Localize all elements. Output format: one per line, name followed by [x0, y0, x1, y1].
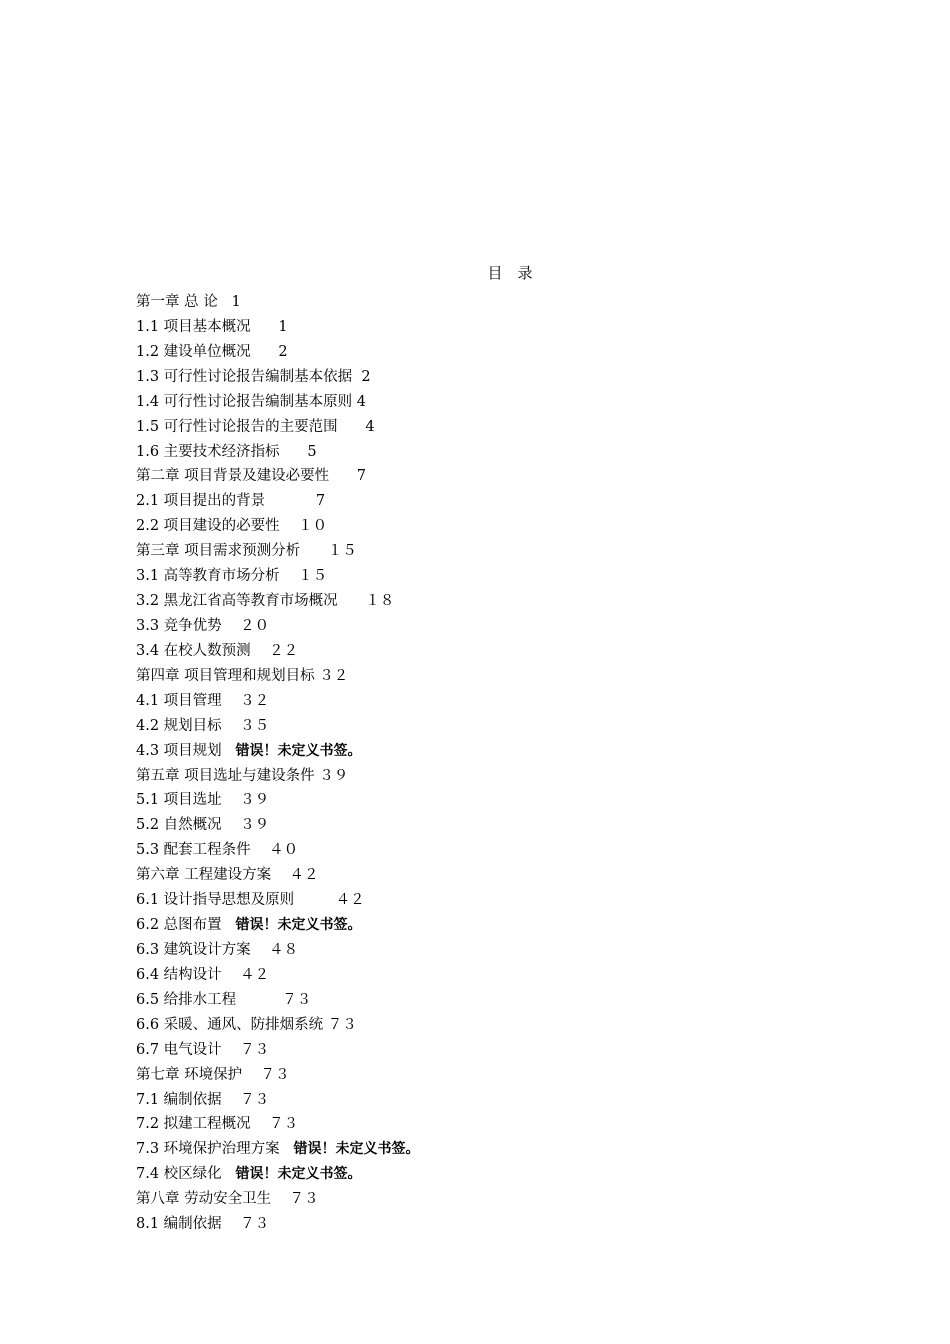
toc-entry-page: ４２	[240, 966, 270, 983]
toc-entry-label: 第六章 工程建设方案	[136, 867, 272, 884]
toc-entry-separator	[271, 1191, 289, 1207]
toc-entry-label: 1.4 可行性讨论报告编制基本原则	[136, 393, 353, 410]
toc-entry[interactable]	[136, 888, 836, 913]
toc-entry-page: 4	[356, 393, 367, 410]
toc-entry-label: 5.3 配套工程条件	[136, 842, 251, 859]
toc-entry[interactable]	[136, 340, 836, 365]
toc-entry-separator	[300, 543, 328, 559]
toc-entry-page: １８	[365, 593, 395, 610]
toc-entry-page: ３５	[240, 717, 270, 734]
toc-entry-page: ４２	[289, 867, 319, 884]
toc-entry-page: 1	[278, 318, 288, 335]
toc-entry-separator	[222, 693, 240, 709]
toc-entry-label: 6.2 总图布置	[136, 917, 222, 934]
toc-entry-label: 第二章 项目背景及建设必要性	[136, 468, 330, 485]
toc-entry-separator	[338, 419, 366, 435]
toc-entry-label: 2.1 项目提出的背景	[136, 493, 266, 510]
toc-entry-label: 7.2 拟建工程概况	[136, 1116, 251, 1133]
toc-entry-separator	[222, 1166, 236, 1182]
toc-entry-page: 7	[356, 468, 366, 485]
toc-entry[interactable]	[136, 714, 836, 739]
toc-entry[interactable]	[136, 415, 836, 440]
toc-entry[interactable]	[136, 913, 836, 938]
toc-entry[interactable]	[136, 1137, 836, 1162]
toc-entry[interactable]	[136, 539, 836, 564]
toc-entry-page: ４２	[335, 892, 365, 909]
toc-entry-label: 3.3 竞争优势	[136, 617, 222, 634]
toc-entry-separator	[222, 1042, 240, 1058]
toc-entry-label: 5.2 自然概况	[136, 817, 222, 834]
toc-entry-label: 6.3 建筑设计方案	[136, 941, 251, 958]
toc-entry-page: ７３	[240, 1041, 270, 1058]
toc-entry[interactable]	[136, 1063, 836, 1088]
toc-entry[interactable]	[136, 1038, 836, 1063]
toc-entry[interactable]	[136, 589, 836, 614]
toc-entry[interactable]	[136, 788, 836, 813]
toc-entry-separator	[280, 444, 308, 460]
toc-entry-label: 7.3 环境保护治理方案	[136, 1141, 280, 1158]
toc-entry[interactable]	[136, 1088, 836, 1113]
toc-entry[interactable]	[136, 464, 836, 489]
toc-entry-separator	[222, 817, 240, 833]
toc-entry[interactable]	[136, 1013, 836, 1038]
toc-entry-label: 4.2 规划目标	[136, 717, 222, 734]
toc-entry-label: 6.6 采暖、通风、防排烟系统	[136, 1016, 324, 1033]
toc-entry-separator	[271, 867, 289, 883]
toc-entry-page: ３２	[240, 692, 270, 709]
toc-entry-separator	[222, 917, 236, 933]
toc-entry-label: 3.2 黑龙江省高等教育市场概况	[136, 593, 338, 610]
toc-entry-error: 错误！未定义书签。	[293, 1141, 420, 1158]
toc-entry-page: １５	[327, 543, 357, 560]
toc-entry-separator	[280, 518, 298, 534]
toc-entry[interactable]	[136, 365, 836, 390]
toc-entry-label: 6.7 电气设计	[136, 1041, 222, 1058]
toc-entry-page: ４８	[269, 941, 299, 958]
toc-entry-label: 7.1 编制依据	[136, 1091, 222, 1108]
toc-entry-page: ７３	[260, 1066, 290, 1083]
toc-entry-label: 1.3 可行性讨论报告编制基本依据	[136, 368, 353, 385]
toc-entry-separator	[251, 1116, 269, 1132]
toc-entry-label: 第三章 项目需求预测分析	[136, 543, 301, 560]
toc-entry-page: ２２	[269, 642, 299, 659]
toc-entry-label: 2.2 项目建设的必要性	[136, 518, 280, 535]
toc-entry-label: 3.1 高等教育市场分析	[136, 568, 280, 585]
toc-entry[interactable]	[136, 1212, 836, 1237]
toc-entry-separator	[294, 892, 335, 908]
toc-entry-label: 6.4 结构设计	[136, 966, 222, 983]
toc-entry-label: 6.1 设计指导思想及原则	[136, 892, 295, 909]
toc-entry-separator	[352, 369, 361, 385]
toc-entry[interactable]	[136, 564, 836, 589]
toc-entry[interactable]	[136, 489, 836, 514]
toc-entry-page: 2	[278, 343, 288, 360]
toc-entry-page: ３９	[240, 817, 270, 834]
toc-entry-separator	[329, 468, 357, 484]
toc-entry[interactable]	[136, 863, 836, 888]
toc-list	[136, 290, 836, 1237]
toc-entry[interactable]	[136, 988, 836, 1013]
toc-entry-separator	[236, 992, 282, 1008]
toc-entry[interactable]	[136, 1162, 836, 1187]
toc-entry-error: 错误！未定义书签。	[235, 742, 362, 759]
toc-entry[interactable]	[136, 614, 836, 639]
toc-entry-label: 第一章 总 论	[136, 294, 218, 310]
toc-entry-label: 4.3 项目规划	[136, 742, 222, 759]
toc-entry-separator	[251, 643, 269, 659]
toc-entry-separator	[222, 718, 240, 734]
toc-entry-page: 4	[365, 418, 375, 435]
toc-entry-page: ３９	[319, 767, 349, 784]
toc-entry[interactable]	[136, 689, 836, 714]
toc-entry-page: ７３	[240, 1216, 270, 1233]
toc-entry[interactable]	[136, 963, 836, 988]
toc-entry[interactable]	[136, 838, 836, 863]
toc-entry-page: ７３	[327, 1016, 357, 1033]
toc-entry[interactable]	[136, 664, 836, 689]
toc-entry-label: 第五章 项目选址与建设条件	[136, 767, 315, 784]
toc-entry-separator	[280, 1141, 294, 1157]
toc-entry-separator	[251, 842, 269, 858]
toc-title: 目 录	[487, 264, 533, 282]
toc-entry-error: 错误！未定义书签。	[235, 1166, 362, 1183]
toc-entry[interactable]	[136, 938, 836, 963]
toc-entry-separator	[265, 493, 316, 509]
toc-entry-separator	[222, 743, 236, 759]
toc-entry[interactable]	[136, 739, 836, 764]
toc-entry-label: 8.1 编制依据	[136, 1216, 222, 1233]
toc-entry-separator	[218, 294, 232, 310]
toc-entry-label: 第八章 劳动安全卫生	[136, 1191, 272, 1208]
toc-entry-page: ３２	[319, 667, 349, 684]
toc-entry[interactable]	[136, 764, 836, 789]
toc-entry[interactable]	[136, 813, 836, 838]
toc-entry-page: 2	[361, 368, 371, 385]
toc-entry-label: 4.1 项目管理	[136, 692, 222, 709]
toc-entry[interactable]	[136, 1187, 836, 1212]
toc-entry-page: 1	[231, 294, 241, 310]
toc-entry-page: １０	[298, 518, 328, 535]
toc-entry-page: 5	[307, 443, 317, 460]
toc-entry-separator	[251, 344, 279, 360]
toc-entry[interactable]	[136, 290, 836, 315]
toc-entry-label: 第七章 环境保护	[136, 1066, 243, 1083]
toc-entry-page: ７３	[240, 1091, 270, 1108]
toc-entry-label: 1.1 项目基本概况	[136, 318, 251, 335]
toc-entry-separator	[242, 1067, 260, 1083]
toc-entry[interactable]	[136, 390, 836, 415]
toc-entry-page: ３９	[240, 792, 270, 809]
toc-entry-label: 1.5 可行性讨论报告的主要范围	[136, 418, 338, 435]
toc-entry-separator	[222, 792, 240, 808]
toc-entry-separator	[222, 1092, 240, 1108]
toc-entry-separator	[222, 618, 240, 634]
toc-entry-label: 7.4 校区绿化	[136, 1166, 222, 1183]
toc-entry-page: ７３	[289, 1191, 319, 1208]
toc-entry-label: 第四章 项目管理和规划目标	[136, 667, 315, 684]
toc-entry-label: 1.6 主要技术经济指标	[136, 443, 280, 460]
toc-entry[interactable]	[136, 315, 836, 340]
toc-entry[interactable]	[136, 514, 836, 539]
toc-entry-page: ７３	[269, 1116, 299, 1133]
toc-entry-separator	[280, 568, 298, 584]
toc-entry-separator	[251, 942, 269, 958]
toc-entry-label: 1.2 建设单位概况	[136, 343, 251, 360]
toc-entry-page: １５	[298, 568, 328, 585]
toc-entry-separator	[222, 1216, 240, 1232]
toc-entry[interactable]	[136, 1112, 836, 1137]
toc-entry-label: 5.1 项目选址	[136, 792, 222, 809]
toc-entry-page: ４０	[269, 842, 299, 859]
toc-entry-separator	[338, 593, 366, 609]
toc-entry-page: 7	[315, 493, 326, 510]
toc-entry-page: ７３	[282, 991, 312, 1008]
toc-entry-label: 6.5 给排水工程	[136, 991, 237, 1008]
toc-entry-label: 3.4 在校人数预测	[136, 642, 251, 659]
toc-entry-separator	[251, 319, 279, 335]
toc-entry[interactable]	[136, 639, 836, 664]
toc-entry[interactable]	[136, 440, 836, 465]
toc-entry-error: 错误！未定义书签。	[235, 917, 362, 934]
toc-entry-page: ２０	[240, 617, 270, 634]
toc-entry-separator	[222, 967, 240, 983]
